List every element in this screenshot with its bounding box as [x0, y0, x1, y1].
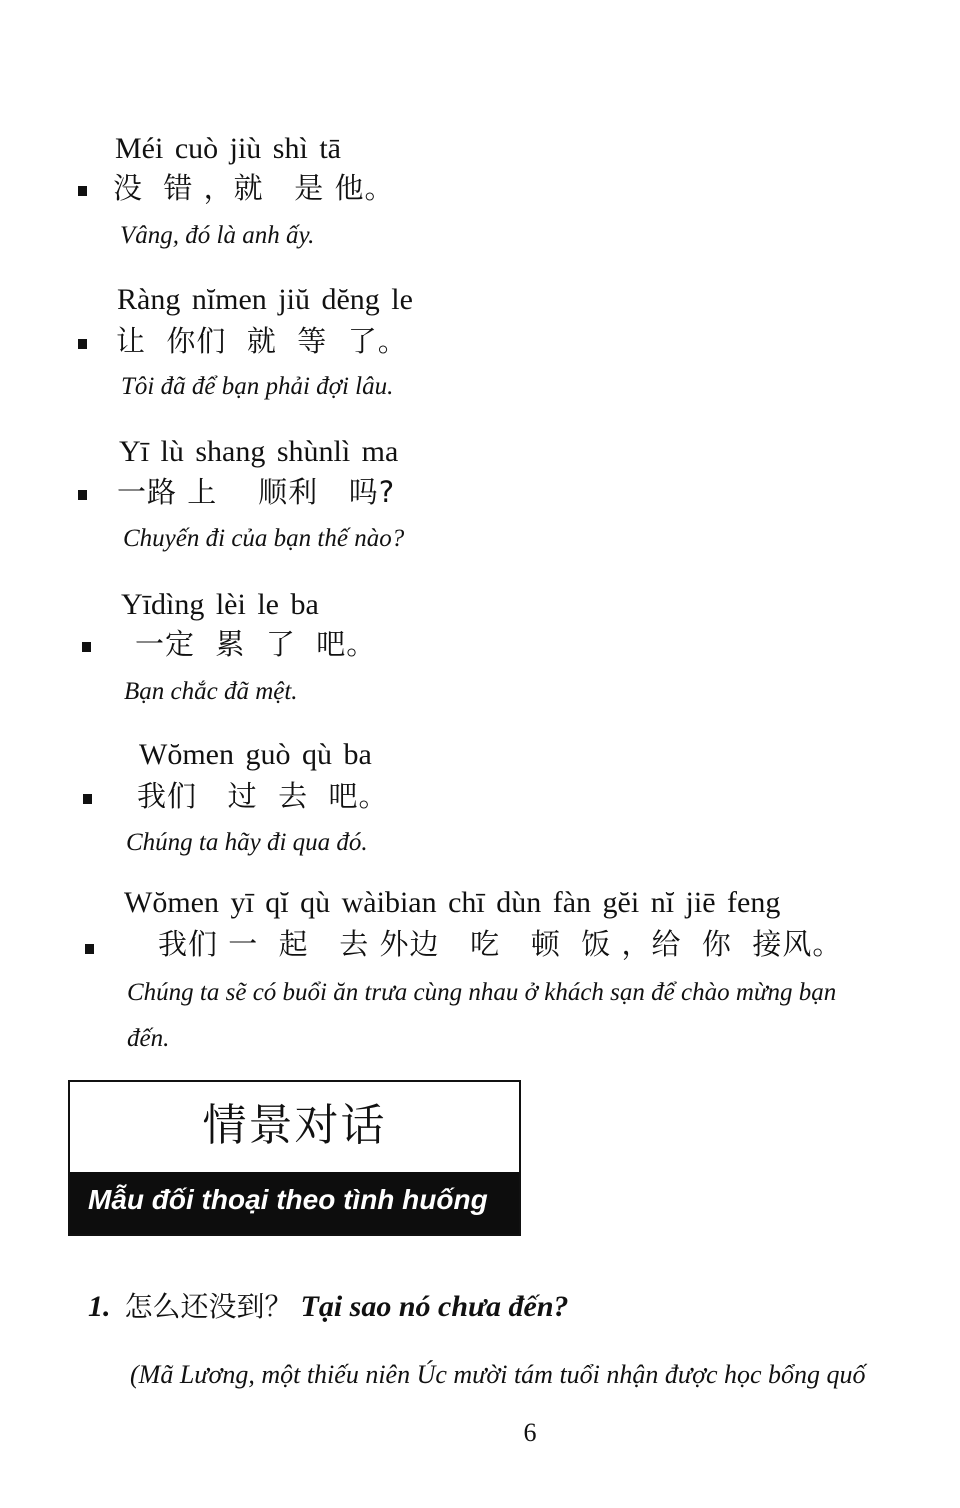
hanzi-line: 让 你们 就 等 了。 [116, 324, 408, 358]
translation-line: Vâng, đó là anh ấy. [120, 222, 315, 249]
banner-vietnamese-title: Mẫu đối thoại theo tình huống [88, 1184, 488, 1215]
translation-line: Chuyến đi của bạn thế nào? [123, 525, 405, 552]
hanzi-line: 我们 一 起 去 外边 吃 顿 饭 ，给 你 接风。 [158, 927, 843, 961]
pinyin-line: Yīdìng lèi le ba [121, 588, 319, 621]
pinyin-line: Yī lù shang shùnlì ma [119, 435, 399, 468]
banner-chinese-title: 情景对话 [202, 1100, 387, 1151]
hanzi-line: 我们 过 去 吧。 [137, 779, 389, 813]
bullet-icon [78, 186, 87, 196]
hanzi-line: 没 错 ，就 是 他。 [113, 171, 395, 205]
bullet-icon [82, 642, 91, 652]
translation-line: Chúng ta hãy đi qua đó. [126, 829, 368, 856]
section-vietnamese-title: Tại sao nó chưa đến? [300, 1290, 569, 1323]
pinyin-line: Wŏmen guò qù ba [139, 738, 372, 771]
section-chinese-title: 怎么还没到？ [124, 1290, 293, 1323]
intro-paragraph: (Mã Lương, một thiếu niên Úc mười tám tuổi nhận được học bổng quố [130, 1360, 866, 1389]
translation-line: Tôi đã để bạn phải đợi lâu. [121, 373, 394, 400]
hanzi-line: 一定 累 了 吧。 [135, 627, 377, 661]
hanzi-line: 一路 上 顺利 吗? [117, 475, 396, 509]
pinyin-line: Méi cuò jiù shì tā [115, 132, 341, 165]
pinyin-line: Ràng nĭmen jiŭ dĕng le [117, 283, 413, 316]
section-number: 1. [88, 1290, 111, 1323]
bullet-icon [78, 490, 87, 500]
page-number: 6 [523, 1418, 537, 1447]
section-banner [68, 1080, 521, 1236]
pinyin-line: Wŏmen yī qĭ qù wàibian chī dùn fàn gĕi nĭ jiē feng [124, 886, 781, 919]
translation-line-continued: đến. [127, 1025, 170, 1052]
bullet-icon [78, 339, 87, 349]
banner-bar [70, 1172, 519, 1234]
bullet-icon [83, 794, 92, 804]
translation-line: Bạn chắc đã mệt. [124, 678, 298, 705]
translation-line: Chúng ta sẽ có buổi ăn trưa cùng nhau ở khách sạn để chào mừng bạn [127, 979, 837, 1006]
section-heading [88, 1292, 569, 1322]
bullet-icon [85, 944, 94, 954]
